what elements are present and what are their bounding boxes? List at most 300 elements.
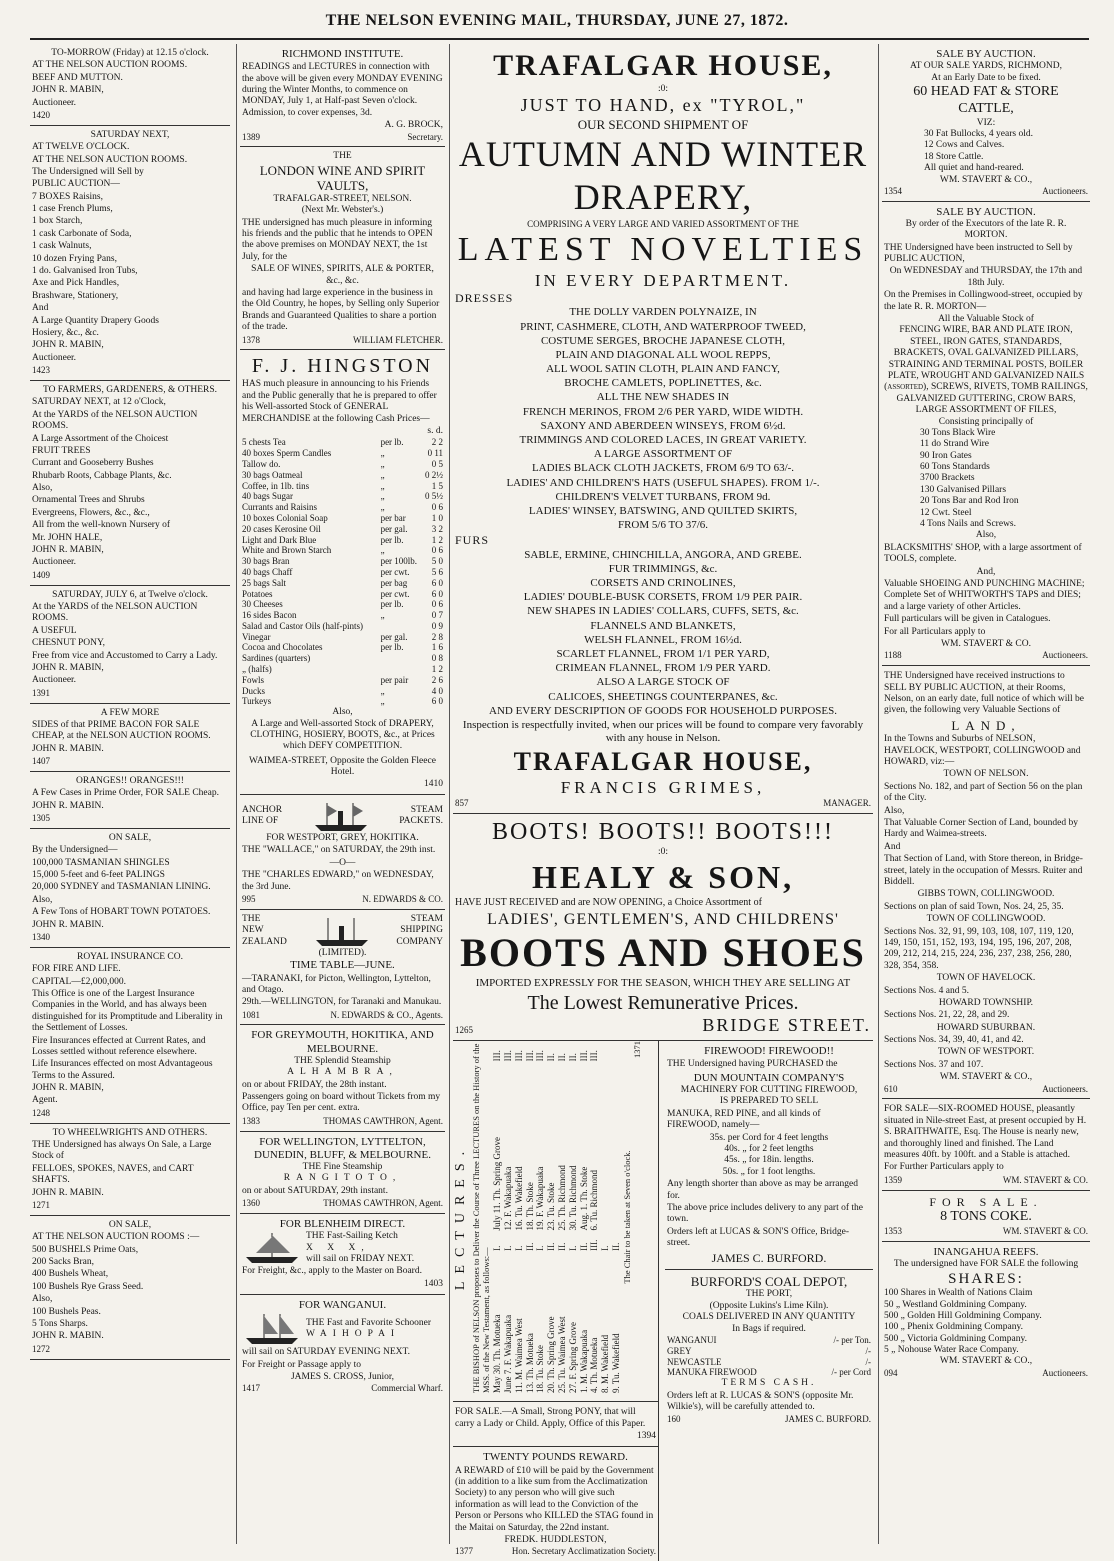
ad-title: RICHMOND INSTITUTE.	[281, 48, 404, 60]
table-cell: White and Brown Starch	[242, 545, 332, 556]
table-cell: 20. Th. Spring Grove	[546, 1316, 557, 1394]
ad-line: FLANNELS AND BLANKETS,	[590, 619, 736, 632]
ad-line: THE	[333, 151, 352, 162]
ad-number: 1265	[455, 1025, 473, 1036]
ad-number: 610	[884, 1083, 898, 1094]
table-cell: per cwt.	[380, 588, 410, 599]
table-cell: III.	[513, 1050, 524, 1062]
table-cell: 4 0	[431, 685, 443, 696]
ad-line: At an Early Date to be fixed.	[931, 72, 1041, 83]
ad-number: 1272	[32, 1343, 50, 1354]
ad-sign: WILLIAM FLETCHER.	[353, 334, 443, 345]
ad-line: JOHN R. MABIN.	[32, 743, 104, 754]
ad-line: AT THE NELSON AUCTION ROOMS.	[32, 154, 188, 165]
table-cell: 2 2	[431, 437, 443, 448]
ad-line: Orders left at LUCAS & SON'S Office, Bridge-street.	[667, 1226, 850, 1249]
ad-line: (Opposite Lukins's Lime Kiln).	[709, 1300, 829, 1311]
auction-ad	[30, 948, 230, 1124]
table-cell: 2 6	[431, 674, 443, 685]
ad-line: Sections Nos. 34, 39, 40, 41, and 42.	[884, 1035, 1024, 1046]
ad-line: Sections Nos. 32, 91, 99, 103, 108, 107, 119, 120, 149, 150, 151, 152, 193, 194, 195, 196, 207, 208, 209, 212, 214, 215, 224, 236, 237, 238, 256, 280, 328, 354, 358.	[884, 926, 1074, 971]
ad-title: FOR GREYMOUTH, HOKITIKA, AND MELBOURNE.	[251, 1029, 434, 1055]
ad-line: Also,	[32, 483, 53, 494]
table-cell: 5 6	[431, 566, 443, 577]
ad-line: A FEW MORE	[100, 707, 160, 718]
table-cell: Vinegar	[242, 631, 271, 642]
ad-line: FUR TRIMMINGS, &c.	[608, 562, 718, 575]
ad-line: SAXONY AND ABERDEEN WINSEYS, FROM 6½d.	[540, 419, 786, 432]
table-cell: June 7. F. Wakapuaka	[502, 1315, 513, 1394]
ad-title: BOOTS! BOOTS!! BOOTS!!!	[492, 818, 834, 845]
ad-line: COSTUME SERGES, BROCHE JAPANESE CLOTH,	[540, 334, 786, 347]
list-item: 30 Fat Bullocks, 4 years old.	[924, 128, 1033, 139]
ad-line: By order of the Executors of the late R. R. MORTON.	[905, 218, 1067, 241]
ad-number: 1420	[32, 109, 50, 120]
ad-line: A Few Tons of HOBART TOWN POTATOES.	[32, 907, 211, 918]
table-row	[525, 1041, 536, 1393]
ad-line: FELLOES, SPOKES, NAVES, and CART SHAFTS.	[32, 1163, 194, 1186]
ad-title: FOR WELLINGTON, LYTTELTON, DUNEDIN, BLUFF, & MELBOURNE.	[254, 1135, 431, 1161]
table-cell	[381, 664, 423, 675]
table-cell: I.	[502, 1245, 513, 1252]
ad-title: FOR WANGANUI.	[298, 1299, 387, 1312]
lectures-rotated	[453, 1041, 642, 1393]
ad-line: The Undersigned will Sell by	[32, 166, 144, 177]
table-cell: II.	[524, 1242, 535, 1252]
masthead: THE NELSON EVENING MAIL, THURSDAY, JUNE 27, 1872.	[325, 12, 789, 29]
ad-line: A USEFUL	[32, 625, 77, 636]
ad-line: HAVE JUST RECEIVED and are NOW OPENING, a Choice Assortment of	[455, 897, 762, 909]
ad-line: For Freight or Passage apply to	[242, 1359, 362, 1370]
ad-line: :0:	[657, 84, 669, 94]
ad-title: FOR BLENHEIM DIRECT.	[279, 1217, 406, 1230]
ad-line: Agent.	[32, 1095, 58, 1106]
ad-title: LECTURES.	[453, 1144, 468, 1291]
table-cell: 6 0	[431, 696, 443, 707]
ad-number: 1407	[32, 756, 50, 767]
table-cell: Tallow do.	[242, 458, 281, 469]
list-item: 100 Shares in Wealth of Nations Claim	[884, 1288, 1033, 1299]
ad-line: SCARLET FLANNEL, FROM 1/1 PER YARD,	[556, 648, 770, 661]
ad-title: TRAFALGAR HOUSE,	[513, 747, 813, 777]
ad-line: ALHAMBRA,	[287, 1067, 398, 1078]
ad-line: TRAFALGAR-STREET, NELSON.	[273, 193, 412, 204]
ad-sign: A. G. BROCK,	[384, 120, 443, 131]
ad-number: 1248	[32, 1107, 50, 1118]
table-row	[667, 1346, 871, 1357]
ad-sign: WM. STAVERT & CO.	[941, 638, 1031, 649]
table-row	[242, 686, 443, 697]
section-heading: DRESSES	[455, 290, 514, 305]
ad-line: THE Undersigned having PURCHASED the	[667, 1059, 838, 1070]
ad-sign: FRANCIS GRIMES,	[560, 777, 766, 797]
ad-line: LADIES' DOUBLE-BUSK CORSETS, FROM 1/9 PER PAIR.	[523, 591, 803, 604]
ad-line: 5 Tons Sharps.	[32, 1318, 88, 1329]
ad-body: THE undersigned has much pleasure in informing his friends and the public that he intends to OPEN the above premises on MONDAY NEXT, the 1st July, for the	[242, 217, 433, 262]
ad-line: COMPANY	[396, 936, 443, 947]
price-table	[242, 437, 443, 707]
table-cell: „ (halfs)	[242, 664, 272, 675]
table-row	[242, 491, 443, 502]
ad-line: All the Valuable Stock of	[938, 314, 1034, 325]
table-cell: per cwt.	[380, 566, 410, 577]
ad-body: and having had large experience in the business in the Old Country, he hopes, by Selling only Superior Brands and Guaranteed Qualities to share a portion of the trade.	[242, 288, 440, 333]
ad-title: BURFORD'S COAL DEPOT,	[690, 1273, 848, 1289]
section-heading: FURS	[455, 533, 490, 548]
table-cell: Cocoa and Chocolates	[242, 642, 323, 653]
ad-line: The undersigned have FOR SALE the following	[893, 1258, 1079, 1269]
ad-line: 500 BUSHELS Prime Oats,	[32, 1244, 139, 1255]
ad-line: BRIDGE STREET.	[702, 1014, 871, 1035]
list-item: 90 Iron Gates	[920, 450, 972, 461]
ad-title: SALE BY AUCTION.	[936, 205, 1036, 218]
ad-line: On the Premises in Collingwood-street, occupied by the late R. R. MORTON—	[884, 290, 1083, 312]
list-item: 5 „ Nohouse Water Race Company.	[884, 1345, 1019, 1356]
ad-line: And	[884, 841, 901, 852]
ad-line: SATURDAY, JULY 6, at Twelve o'clock.	[52, 589, 208, 600]
ad-line: Sections Nos. 37 and 107.	[884, 1059, 984, 1070]
ad-line: —O—	[329, 857, 356, 868]
ad-line: BROCHE CAMLETS, POPLINETTES, &c.	[564, 377, 762, 390]
ad-line: A Large Assortment of the Choicest	[32, 433, 169, 444]
table-cell: 13. Th. Motueka	[524, 1333, 535, 1394]
table-cell: II.	[556, 1242, 567, 1252]
table-row	[242, 481, 443, 492]
ad-line: JOHN R. MABIN.	[32, 919, 104, 930]
table-row	[242, 567, 443, 578]
ad-body: A Large and Well-assorted Stock of DRAPERY, CLOTHING, HOSIERY, BOOTS, &c., at Prices which DEFY COMPETITION.	[250, 718, 435, 752]
ad-line: STEAM	[410, 913, 443, 924]
table-cell: per bag	[380, 577, 408, 588]
auction-ad	[30, 44, 230, 126]
ad-line: 1 case French Plums,	[32, 204, 113, 215]
ad-line: FRENCH MERINOS, FROM 2/6 PER YARD, WIDE WIDTH.	[522, 405, 804, 418]
ad-line: Full particulars will be given in Catalogues.	[884, 614, 1051, 625]
hingston-ad	[240, 350, 445, 795]
table-row	[242, 664, 443, 675]
ad-sign: THOMAS CAWTHRON, Agent.	[323, 1115, 443, 1126]
table-cell: 10 boxes Colonial Soap	[242, 512, 328, 523]
table-row	[492, 1041, 503, 1393]
table-cell: II.	[546, 1242, 557, 1252]
ad-body: THE BISHOP of NELSON proposes to Deliver the Course of Three LECTURES on the History of the MSS. of the New Testament, as follows:—	[470, 1043, 491, 1394]
table-row	[546, 1041, 557, 1393]
firewood-ad	[665, 1041, 873, 1270]
ad-line: 400 Bushels Wheat,	[32, 1269, 109, 1280]
table-cell: July 11. Th. Spring Grove	[492, 1137, 503, 1231]
ad-number: 1353	[884, 1225, 902, 1236]
coal-depot-ad	[665, 1270, 873, 1429]
ad-line: JOHN R. MABIN.	[32, 1187, 104, 1198]
auction-ad	[30, 381, 230, 586]
table-cell: /-	[865, 1345, 871, 1356]
ad-number: 1378	[242, 334, 260, 345]
table-cell: „	[380, 610, 385, 621]
ad-line: WAIHOPAI	[306, 1329, 401, 1340]
ad-line: COMPRISING A VERY LARGE AND VARIED ASSORTMENT OF THE	[527, 218, 799, 229]
ad-line: The above price includes delivery to any part of the town.	[667, 1202, 863, 1225]
wanganui-ad	[240, 1295, 445, 1398]
list-item: 40s. „ for 2 feet lengths	[724, 1143, 814, 1154]
ad-number: 1391	[32, 687, 50, 698]
ad-line: In the Towns and Suburbs of NELSON, HAVELOCK, WESTPORT, COLLINGWOOD and HOWARD, viz:—	[884, 734, 1081, 768]
schooner-icon	[242, 1312, 302, 1346]
ad-sign: THOMAS CAWTHRON, Agent.	[323, 1198, 443, 1209]
table-cell: „	[380, 685, 385, 696]
table-cell: NEWCASTLE	[667, 1356, 722, 1367]
ad-number: 1377	[455, 1546, 473, 1557]
table-cell: 1 2	[431, 664, 443, 675]
anchor-line-ad	[240, 795, 445, 910]
ad-line: FENCING WIRE, BAR AND PLATE IRON, STEEL, IRON GATES, STANDARDS, BRACKETS, OVAL GALVANIZED PILLARS, STRAINING AND TERMINAL POSTS, BOILER PLATE, WROUGHT AND GALVANIZED NAILS (assorted), SCREWS, RIVETS, TOMB RAILINGS, GALVANIZED GUTTERING, CROW BARS, LARGE ASSORTMENT OF FILES,	[884, 325, 1088, 416]
ad-title: TWENTY POUNDS REWARD.	[483, 1451, 628, 1464]
table-cell: per bar	[380, 512, 406, 523]
table-cell: 12. F. Wakapuaka	[502, 1166, 513, 1231]
ad-line: 15,000 5-feet and 6-feet PALINGS	[32, 870, 165, 881]
table-row	[568, 1041, 579, 1393]
table-cell: Coffee, in 1lb. tins	[242, 480, 310, 491]
ad-line: ALL THE NEW SHADES IN	[596, 391, 730, 404]
table-row	[535, 1041, 546, 1393]
table-cell: 1 0	[431, 512, 443, 523]
ad-line: ROYAL INSURANCE CO.	[76, 951, 183, 962]
ad-line: 7 BOXES Raisins,	[32, 191, 103, 202]
ad-line: AND EVERY DESCRIPTION OF GOODS FOR HOUSEHOLD PURPOSES.	[489, 704, 837, 717]
ad-body: A REWARD of £10 will be paid by the Government (in addition to a like sum from the Acclimatization Society) to any person who will give such information as will lead to the Conviction of the Person or Persons who KILLED the STAG found in the Maitai on Saturday, the 22nd instant.	[455, 1465, 654, 1533]
ad-line: Mr. JOHN HALE,	[32, 532, 103, 543]
table-cell: 0 2½	[425, 469, 443, 480]
ad-line: on or about FRIDAY, the 28th instant.	[242, 1079, 387, 1090]
list-item: 100 „ Phenix Goldmining Company.	[884, 1322, 1023, 1333]
table-row	[242, 459, 443, 470]
price-table	[667, 1335, 871, 1378]
ad-body: READINGS and LECTURES in connection with the above will be given every MONDAY EVENING during the Winter Months, to commence on MONDAY, July 1, at Half-past Seven o'clock. Admission, to cover expenses, 3d.	[242, 62, 443, 118]
table-row	[600, 1041, 611, 1393]
sailing-ship-icon	[242, 1231, 302, 1265]
ad-line: BEEF AND MUTTON.	[32, 72, 123, 83]
alhambra-ad	[240, 1025, 445, 1131]
list-item: 20 Tons Bar and Rod Iron	[920, 496, 1019, 507]
table-row	[242, 448, 443, 459]
ad-line: 29th.—WELLINGTON, for Taranaki and Manukau.	[242, 997, 442, 1008]
table-cell: I.	[600, 1245, 611, 1252]
ad-line: On WEDNESDAY and THURSDAY, the 17th and 18th July.	[889, 266, 1083, 288]
table-cell	[611, 1041, 622, 1061]
table-cell: Turkeys	[242, 696, 272, 707]
ad-body: HAS much pleasure in announcing to his Friends and the Public generally that he is prepared to offer his Well-assorted Stock of GENERAL MERCHANDISE at the following Cash Prices—	[242, 379, 437, 424]
ad-line: Sections Nos. 4 and 5.	[884, 985, 969, 996]
ad-line: JAMES S. CROSS, Junior,	[290, 1372, 395, 1383]
ad-line: Valuable SHOEING AND PUNCHING MACHINE; Complete Set of WHITWORTH'S TAPS and DIES; and a large variety of other Articles.	[884, 579, 1085, 612]
ad-line: Any length shorter than above as may be arranged for.	[667, 1179, 858, 1201]
ad-number: 094	[884, 1367, 898, 1378]
ad-line: (Next Mr. Webster's.)	[301, 205, 384, 216]
ad-line: SATURDAY NEXT, at 12 o'Clock,	[32, 397, 166, 408]
ad-title: F. J. HINGSTON	[251, 355, 434, 378]
ad-line: All from the well-known Nursery of	[32, 520, 170, 531]
ad-line: AT TWELVE O'CLOCK.	[32, 142, 130, 153]
ad-line: Auctioneer.	[32, 557, 77, 568]
steamship-icon	[311, 799, 371, 833]
table-cell: per pair	[380, 674, 409, 685]
ad-line: The Lowest Remunerative Prices.	[527, 991, 799, 1014]
ad-body: Passengers going on board without Tickets from my Office, pay Ten per cent. extra.	[242, 1092, 441, 1114]
table-cell: Fowls	[242, 674, 265, 685]
table-cell: „	[380, 696, 385, 707]
ad-line: THE Fast and Favorite Schooner	[306, 1317, 432, 1328]
table-cell: 23. Tu. Stoke	[546, 1182, 557, 1231]
ad-line: Also,	[332, 707, 353, 718]
table-cell: 30. Tu. Richmond	[567, 1165, 578, 1231]
ad-title: LONDON WINE AND SPIRIT VAULTS,	[259, 162, 426, 194]
ad-line: THE Fast-Sailing Ketch	[306, 1231, 398, 1242]
ad-line: This Office is one of the Largest Insurance Companies in the World, and has always been distinguished for its Promptitude and Liberality in the Settlement of Losses.	[32, 988, 223, 1034]
ad-line: For all Particulars apply to	[884, 626, 986, 637]
table-cell: I.	[492, 1245, 503, 1252]
share-list	[884, 1288, 1088, 1356]
table-cell: 8. M. Wakefield	[600, 1335, 611, 1394]
table-cell: 0 9	[431, 620, 443, 631]
ad-sign: WM. STAVERT & CO.	[1002, 1174, 1088, 1185]
ad-number: 1409	[32, 569, 50, 580]
table-cell: 11. M. Waimea West	[513, 1318, 524, 1394]
ad-line: PRINT, CASHMERE, CLOTH, AND WATERPROOF TWEED,	[520, 320, 806, 333]
ad-line: will sail on FRIDAY NEXT.	[306, 1253, 415, 1264]
ad-line: 100,000 TASMANIAN SHINGLES	[32, 857, 170, 868]
ad-line: Hosiery, &c., &c.	[32, 328, 99, 338]
column-divider	[449, 44, 450, 1544]
ad-line: THE	[242, 913, 261, 924]
table-cell: 5 chests Tea	[242, 437, 286, 448]
ad-line: Also,	[32, 894, 53, 905]
table-cell: per lb.	[380, 437, 404, 448]
table-row	[242, 675, 443, 686]
table-cell: 25. Th. Richmond	[556, 1165, 567, 1231]
ad-line: FRUIT TREES	[32, 445, 91, 456]
table-row	[242, 610, 443, 621]
blenheim-ad	[240, 1214, 445, 1295]
ad-line: 20,000 SYDNEY and TASMANIAN LINING.	[32, 882, 211, 893]
table-cell: 27. F. Spring Grove	[567, 1322, 578, 1394]
list-item: All quiet and hand-reared.	[924, 163, 1024, 174]
ad-line: At the YARDS of the NELSON AUCTION ROOMS.	[32, 409, 198, 432]
section-heading: HOWARD SUBURBAN.	[936, 1022, 1036, 1033]
table-row	[242, 578, 443, 589]
table-cell: „	[380, 545, 385, 556]
table-cell: Currants and Raisins	[242, 502, 317, 513]
table-cell: 25. Tu. Waimea West	[556, 1316, 567, 1394]
table-cell: „	[380, 458, 385, 469]
ad-sign: FREDK. HUDDLESTON,	[504, 1534, 607, 1545]
auction-ad	[30, 704, 230, 772]
ad-body: SALE OF WINES, SPIRITS, ALE & PORTER, &c., &c.	[251, 264, 434, 286]
table-cell: May 30. Th. Motueka	[492, 1314, 503, 1394]
rangitoto-ad	[240, 1132, 445, 1214]
table-cell: 2 8	[431, 631, 443, 642]
ad-line: THE Undersigned have been instructed to Sell by PUBLIC AUCTION,	[884, 242, 1073, 265]
ad-title: INANGAHUA REEFS.	[933, 1245, 1039, 1258]
ad-line: JOHN R. MABIN.	[32, 1331, 104, 1342]
ad-line: Sections No. 182, and part of Section 56 on the plan of the City.	[884, 781, 1083, 804]
table-cell	[381, 653, 423, 664]
column-divider	[236, 44, 237, 1544]
table-cell: 6 0	[431, 588, 443, 599]
table-row	[514, 1041, 525, 1393]
ad-line: THE Undersigned have received instructions to SELL BY PUBLIC AUCTION, at their Rooms, Nelson, on an early date, full notice of which will be given, the following very Valuable Sections of	[884, 671, 1084, 716]
ad-lines	[455, 549, 871, 746]
ad-number: 857	[455, 797, 469, 808]
ad-number: 1360	[242, 1198, 260, 1209]
ad-role: MANAGER.	[823, 797, 871, 808]
ad-number: 1417	[242, 1383, 260, 1394]
ad-title: TRAFALGAR HOUSE,	[493, 49, 833, 82]
ad-title: LAND,	[951, 717, 1021, 733]
ad-line: COALS DELIVERED IN ANY QUANTITY	[682, 1312, 856, 1323]
table-cell: 18. Tu. Stoke	[535, 1345, 546, 1394]
auction-ad	[30, 1216, 230, 1360]
table-cell: Light and Dark Blue	[242, 534, 317, 545]
ad-sign: WM. STAVERT & CO.,	[939, 1072, 1033, 1083]
auction-ad	[30, 126, 230, 381]
table-cell: per gal.	[380, 631, 408, 642]
ad-line: Also,	[884, 805, 905, 816]
ad-line: :0:	[657, 846, 669, 857]
table-row	[242, 653, 443, 664]
ad-line: Axe and Pick Handles,	[32, 278, 120, 289]
ad-line: 1 box Starch,	[32, 216, 83, 227]
table-cell: „	[380, 448, 385, 459]
ad-body: FOR SALE.—A Small, Strong PONY, that will carry a Lady or Child. Apply, Office of this Paper.	[455, 1407, 646, 1429]
table-cell: 1 6	[431, 642, 443, 653]
table-cell: 30 bags Oatmeal	[242, 469, 303, 480]
ad-line: Ornamental Trees and Shrubs	[32, 495, 145, 506]
table-row	[242, 642, 443, 653]
ad-line: Inspection is respectfully invited, when our prices will be found to compare very favorably with any house in Nelson.	[462, 718, 864, 745]
ad-line: CORSETS AND CRINOLINES,	[590, 577, 736, 590]
section-heading: TOWN OF NELSON.	[943, 769, 1029, 780]
ad-number: 1410	[424, 778, 443, 789]
list-item: 4 Tons Nails and Screws.	[920, 519, 1016, 530]
ad-line: JOHN R. MABIN,	[32, 85, 104, 96]
ad-line: AT THE NELSON AUCTION ROOMS :—	[32, 1232, 200, 1243]
ad-title: TIME TABLE—JUNE.	[290, 959, 395, 972]
price-list	[667, 1133, 871, 1179]
table-cell: III.	[578, 1050, 589, 1062]
ad-line: NEW	[242, 925, 264, 936]
list-item: 12 Cows and Calves.	[924, 140, 1005, 151]
table-row	[242, 696, 443, 707]
ad-body: FOR SALE—SIX-ROOMED HOUSE, pleasantly situated in Nile-street East, at present occupied by H. S. BRAITHWAITE, Esq. The House is nearly new, and thoroughly lined and finished. The Land measures 40ft. by 100ft. and a Stable is attached.	[884, 1104, 1087, 1160]
list-item: 500 „ Golden Hill Goldmining Company.	[884, 1310, 1042, 1321]
nz-shipping-ad	[240, 910, 445, 1026]
list-item: 12 Cwt. Steel	[920, 507, 972, 518]
table-cell: per lb.	[380, 642, 404, 653]
table-row	[242, 545, 443, 556]
list-item: 500 „ Victoria Goldmining Company.	[884, 1333, 1027, 1344]
ad-sign: WM. STAVERT & CO.,	[939, 174, 1033, 185]
ad-role: Secretary.	[407, 131, 443, 142]
ad-line: Also,	[32, 1294, 53, 1305]
ad-role: Auctioneers.	[1042, 1083, 1088, 1094]
table-cell	[600, 1062, 611, 1231]
table-cell: 30 bags Bran	[242, 556, 290, 567]
ad-line: Sections Nos. 21, 22, 28, and 29.	[884, 1010, 1010, 1021]
ad-number: 1403	[424, 1278, 443, 1289]
ad-line: CRIMEAN FLANNEL, FROM 1/9 PER YARD.	[555, 662, 771, 675]
ad-line: That Section of Land, with Store thereon, in Bridge-street, lately in the occupation of Messrs. Ruiter and Biddell.	[884, 854, 1083, 887]
ad-line: MACHINERY FOR CUTTING FIREWOOD,	[680, 1085, 858, 1096]
table-row	[242, 513, 443, 524]
